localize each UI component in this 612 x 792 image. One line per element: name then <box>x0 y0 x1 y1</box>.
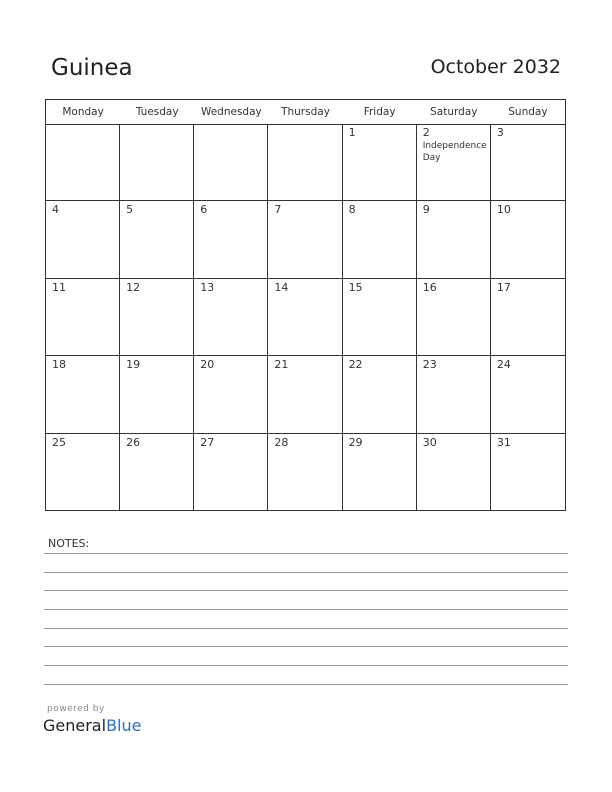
day-cell <box>46 279 120 356</box>
day-cell <box>417 201 491 278</box>
brand-general: General <box>43 716 107 735</box>
day-cell <box>120 124 194 201</box>
month-title: October 2032 <box>430 56 561 78</box>
weekday-label: Saturday <box>430 106 478 118</box>
weekday-label: Tuesday <box>135 106 179 118</box>
day-cell <box>343 201 417 278</box>
weekday-label: Wednesday <box>200 106 262 118</box>
day-cell <box>343 434 417 511</box>
notes-label: NOTES: <box>48 537 90 550</box>
day-number: 10 <box>496 203 511 217</box>
day-number: 8 <box>348 203 356 217</box>
day-number: 2 <box>422 126 430 139</box>
day-number: 23 <box>422 358 437 372</box>
day-number: 21 <box>274 358 289 372</box>
day-number: 28 <box>274 435 289 449</box>
note-line <box>44 553 568 554</box>
powered-by-text: powered by <box>47 704 105 714</box>
day-cell <box>46 201 120 278</box>
day-number: 5 <box>126 203 134 217</box>
day-cell <box>120 434 194 511</box>
day-number: 30 <box>422 435 437 449</box>
day-number: 18 <box>52 358 66 372</box>
day-number: 29 <box>348 435 363 449</box>
day-cell <box>194 201 268 278</box>
day-number: 15 <box>348 280 363 294</box>
day-cell <box>417 124 491 201</box>
day-cell <box>120 279 194 356</box>
day-number: 4 <box>52 203 59 217</box>
note-line <box>44 646 568 647</box>
weekday-label: Friday <box>363 106 396 118</box>
note-line <box>44 609 568 610</box>
day-cell <box>491 201 565 278</box>
day-number: 11 <box>52 280 66 294</box>
day-cell <box>194 434 268 511</box>
generalblue-logo <box>43 716 141 735</box>
day-number: 1 <box>348 126 356 139</box>
weekday-label: Sunday <box>508 106 548 118</box>
weekday-header <box>46 100 565 125</box>
day-number: 9 <box>422 203 430 217</box>
day-number: 26 <box>126 435 141 449</box>
day-cell <box>491 124 565 201</box>
day-cell <box>268 201 342 278</box>
day-number: 17 <box>496 280 511 294</box>
day-cell <box>491 279 565 356</box>
day-cell <box>46 124 120 201</box>
day-cell <box>491 356 565 433</box>
note-line <box>44 572 568 573</box>
day-number: 19 <box>126 358 141 372</box>
day-cell <box>46 434 120 511</box>
day-number: 27 <box>200 435 215 449</box>
day-cell <box>343 124 417 201</box>
day-cell <box>417 434 491 511</box>
day-grid <box>46 124 565 511</box>
day-cell <box>268 434 342 511</box>
brand-blue: Blue <box>106 716 142 735</box>
day-cell <box>268 124 342 201</box>
country-title: Guinea <box>51 55 133 81</box>
day-number: 6 <box>200 203 208 217</box>
day-number: 3 <box>496 126 504 139</box>
note-line <box>44 628 568 629</box>
day-number: 7 <box>274 203 282 217</box>
calendar-grid <box>45 99 566 511</box>
day-number: 22 <box>348 358 363 372</box>
day-number: 16 <box>422 280 437 294</box>
note-line <box>44 665 568 666</box>
day-cell <box>268 356 342 433</box>
day-cell <box>491 434 565 511</box>
weekday-label: Monday <box>62 106 104 118</box>
holiday-label: Independence Day <box>422 141 487 163</box>
day-number: 12 <box>126 280 141 294</box>
day-cell <box>417 356 491 433</box>
day-number: 14 <box>274 280 289 294</box>
day-number: 20 <box>200 358 215 372</box>
note-line <box>44 590 568 591</box>
day-cell <box>194 356 268 433</box>
day-cell <box>343 356 417 433</box>
day-cell <box>120 201 194 278</box>
note-line <box>44 684 568 685</box>
day-cell <box>120 356 194 433</box>
day-number: 25 <box>52 435 66 449</box>
day-number: 13 <box>200 280 215 294</box>
day-cell <box>46 356 120 433</box>
day-number: 24 <box>496 358 511 372</box>
day-cell <box>417 279 491 356</box>
day-cell <box>268 279 342 356</box>
day-cell <box>194 124 268 201</box>
day-cell <box>194 279 268 356</box>
day-cell <box>343 279 417 356</box>
weekday-label: Thursday <box>281 106 330 118</box>
day-number: 31 <box>496 435 511 449</box>
